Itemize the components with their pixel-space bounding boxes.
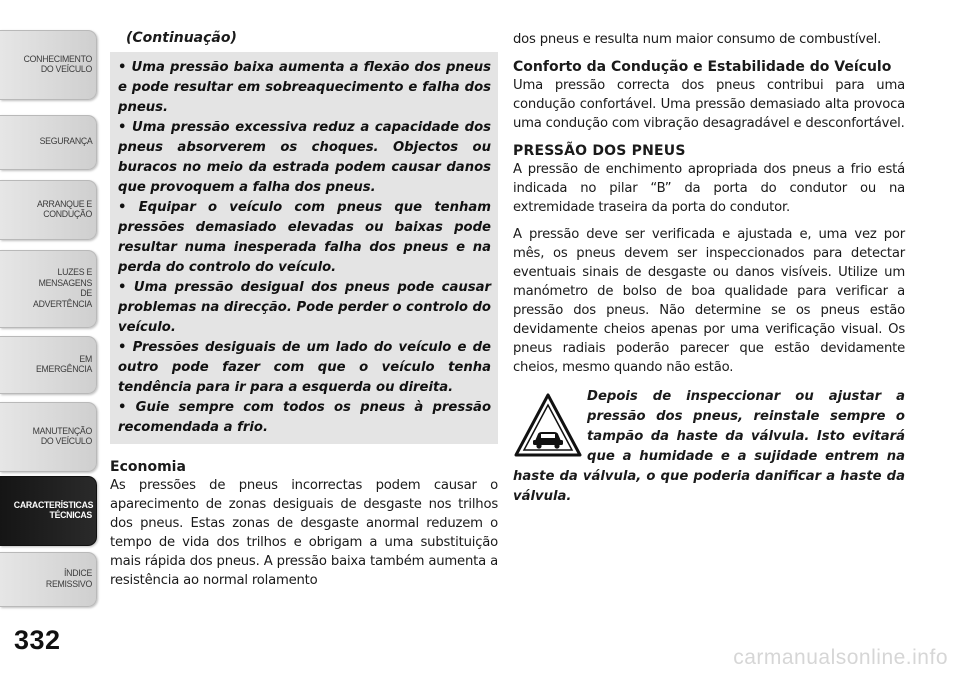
tab-arranque[interactable] — [0, 180, 97, 240]
tab-label: SEGURANÇA — [39, 136, 92, 148]
pressure-text: A pressão de enchimento apropriada dos pneus a frio está indicada no pilar “B” da porta do condutor ou na extremidade traseira da porta do condutor. — [513, 162, 905, 215]
watermark: carmanualsonline.info — [733, 646, 948, 669]
tab-seguranca[interactable] — [0, 115, 97, 170]
warning-item: • Equipar o veículo com pneus que tenham pressões demasiado elevadas ou baixas pode resultar numa inesperada falha dos pneus e na perda do controlo do veículo. — [118, 200, 491, 275]
tab-manutencao[interactable] — [0, 402, 97, 472]
check-text: A pressão deve ser verificada e ajustada e, uma vez por mês, os pneus devem ser inspeccionados para detectar eventuais sinais de desgaste ou danos visíveis. Utilize um manómetro de bolso de boa qualidade para verificar a pressão dos pneus. Não determine se os pneus estão devidamente cheios apenas por uma verificação visual. Os pneus radiais poderão parecer que estão devidamente cheios, mesmo quando não estão. — [513, 227, 905, 375]
left-column — [110, 30, 498, 590]
caution-text: Depois de inspeccionar ou ajustar a pressão dos pneus, reinstale sempre o tampão da haste da válvula. Isto evitará que a humidade e a sujidade entrem na haste da válvula, o que poderia danificar a haste da válvula. — [513, 389, 905, 504]
tab-luzes[interactable] — [0, 250, 97, 328]
warning-item: • Pressões desiguais de um lado do veículo e de outro pode fazer com que o veículo tenha tendência para ir para a esquerda ou direita. — [118, 340, 491, 395]
economy-heading: Economia — [110, 459, 186, 475]
warning-triangle-icon — [513, 391, 583, 461]
tab-label: ARRANQUE E CONDUÇÃO — [36, 198, 92, 220]
tab-label: MANUTENÇÃO DO VEÍCULO — [32, 425, 92, 447]
page-number: 332 — [14, 625, 61, 655]
tab-label: ÍNDICE REMISSIVO — [45, 568, 92, 590]
tab-indice[interactable] — [0, 552, 97, 607]
right-column — [513, 30, 905, 507]
tab-label: CONHECIMENTO DO VEÍCULO — [23, 53, 92, 75]
tab-emergencia[interactable] — [0, 336, 97, 394]
pressure-heading: PRESSÃO DOS PNEUS — [513, 143, 686, 159]
warning-box — [110, 52, 498, 444]
warning-item: • Uma pressão desigual dos pneus pode causar problemas na direcção. Pode perder o controlo do veículo. — [118, 280, 491, 335]
warning-item: • Uma pressão excessiva reduz a capacidade dos pneus absorverem os choques. Objectos ou buracos no meio da estrada podem causar danos que provoquem a falha dos pneus. — [118, 120, 491, 195]
warning-item: • Guie sempre com todos os pneus à pressão recomendada a frio. — [118, 400, 491, 435]
warning-item: • Uma pressão baixa aumenta a flexão dos pneus e pode resultar em sobreaquecimento e falha dos pneus. — [118, 60, 491, 115]
tab-label: EM EMERGÊNCIA — [35, 353, 92, 375]
tab-caracteristicas[interactable] — [0, 476, 97, 546]
caution-note — [513, 387, 905, 507]
tab-conhecimento[interactable] — [0, 30, 97, 100]
continuation-label: (Continuação) — [126, 30, 237, 46]
tab-label: LUZES E MENSAGENS DE ADVERTÊNCIA — [33, 267, 92, 310]
tab-label: CARACTERÍSTICAS TÉCNICAS — [13, 499, 94, 521]
comfort-heading: Conforto da Condução e Estabilidade do Veículo — [513, 59, 892, 75]
economy-text: As pressões de pneus incorrectas podem causar o aparecimento de zonas desiguais de desgaste nos trilhos dos pneus. Estas zonas de desgaste anormal reduzem o tempo de vida dos trilhos e obrigam a uma substituição mais rápida dos pneus. A pressão baixa também aumenta a resistência ao normal rolamento — [110, 478, 498, 588]
comfort-text: Uma pressão correcta dos pneus contribui para uma condução confortável. Uma pressão demasiado alta provoca uma condução com vibração desagradável e desconfortável. — [513, 78, 905, 131]
continued-text: dos pneus e resulta num maior consumo de combustível. — [513, 32, 882, 47]
chapter-sidebar — [0, 0, 97, 600]
